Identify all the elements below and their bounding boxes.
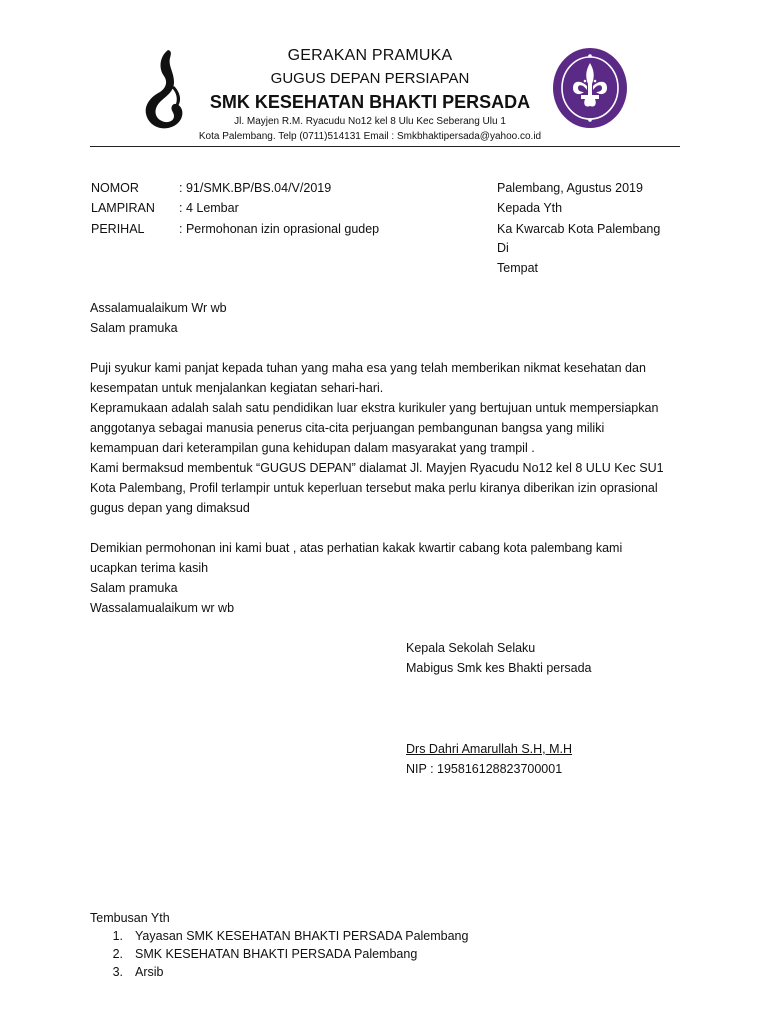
list-item: SMK KESEHATAN BHAKTI PERSADA Palembang <box>135 947 418 961</box>
body-line: kesempatan untuk menjalankan kegiatan sehari-hari. <box>90 381 384 395</box>
nomor-label: NOMOR <box>91 181 139 195</box>
body-line: Kami bermaksud membentuk “GUGUS DEPAN” dialamat Jl. Mayjen Ryacudu No12 kel 8 ULU Kec SU1 <box>90 461 664 475</box>
letterhead-org: GERAKAN PRAMUKA <box>287 47 453 64</box>
letterhead-address: Jl. Mayjen R.M. Ryacudu No12 kel 8 Ulu Kec Seberang Ulu 1 <box>234 116 506 127</box>
recipient-line: Di <box>497 241 509 255</box>
nomor-value: : 91/SMK.BP/BS.04/V/2019 <box>179 181 332 195</box>
list-item: Arsib <box>135 965 164 979</box>
letterhead-divider <box>90 146 680 147</box>
list-item-number: 2. <box>112 947 123 961</box>
closing-line: ucapkan terima kasih <box>90 561 209 575</box>
tunas-kelapa-logo-icon <box>138 46 190 132</box>
signer-title: Kepala Sekolah Selaku <box>406 641 536 655</box>
list-item-number: 1. <box>112 929 123 943</box>
perihal-label: PERIHAL <box>91 222 145 236</box>
letterhead-contact: Kota Palembang. Telp (0711)514131 Email : Smkbhaktipersada@yahoo.co.id <box>198 131 542 142</box>
lampiran-value: : 4 Lembar <box>179 201 239 215</box>
lampiran-label: LAMPIRAN <box>91 201 155 215</box>
world-scout-badge-icon <box>551 46 629 130</box>
body-line: kemampuan dari keterampilan guna kehidupan dalam masyarakat yang trampil . <box>90 441 535 455</box>
greeting-line: Salam pramuka <box>90 321 178 335</box>
closing-line: Wassalamualaikum wr wb <box>90 601 235 615</box>
tembusan-heading: Tembusan Yth <box>90 911 170 925</box>
body-line: Kepramukaan adalah salah satu pendidikan luar ekstra kurikuler yang bertujuan untuk mempersiapkan <box>90 401 659 415</box>
body-line: Kota Palembang, Profil terlampir untuk keperluan tersebut maka perlu kiranya diberikan izin oprasional <box>90 481 658 495</box>
recipient-line: Kepada Yth <box>497 201 563 215</box>
signer-name: Drs Dahri Amarullah S.H, M.H <box>406 742 573 756</box>
list-item-number: 3. <box>112 965 123 979</box>
letter-date: Palembang, Agustus 2019 <box>497 181 643 195</box>
recipient-line: Tempat <box>497 261 538 275</box>
body-line: Puji syukur kami panjat kepada tuhan yang maha esa yang telah memberikan nikmat kesehatan dan <box>90 361 646 375</box>
greeting-line: Assalamualaikum Wr wb <box>90 301 227 315</box>
body-line: anggotanya sebagai manusia penerus cita-cita perjuangan pembangunan bangsa yang miliki <box>90 421 605 435</box>
letterhead-school: SMK KESEHATAN BHAKTI PERSADA <box>209 92 531 112</box>
letterhead-unit: GUGUS DEPAN PERSIAPAN <box>270 70 470 87</box>
signer-title: Mabigus Smk kes Bhakti persada <box>406 661 592 675</box>
closing-line: Demikian permohonan ini kami buat , atas perhatian kakak kwartir cabang kota palembang kami <box>90 541 623 555</box>
list-item: Yayasan SMK KESEHATAN BHAKTI PERSADA Palembang <box>135 929 469 943</box>
closing-line: Salam pramuka <box>90 581 178 595</box>
body-line: gugus depan yang dimaksud <box>90 501 250 515</box>
signer-nip: NIP : 195816128823700001 <box>406 762 563 776</box>
perihal-value: : Permohonan izin oprasional gudep <box>179 222 380 236</box>
recipient-line: Ka Kwarcab Kota Palembang <box>497 222 661 236</box>
